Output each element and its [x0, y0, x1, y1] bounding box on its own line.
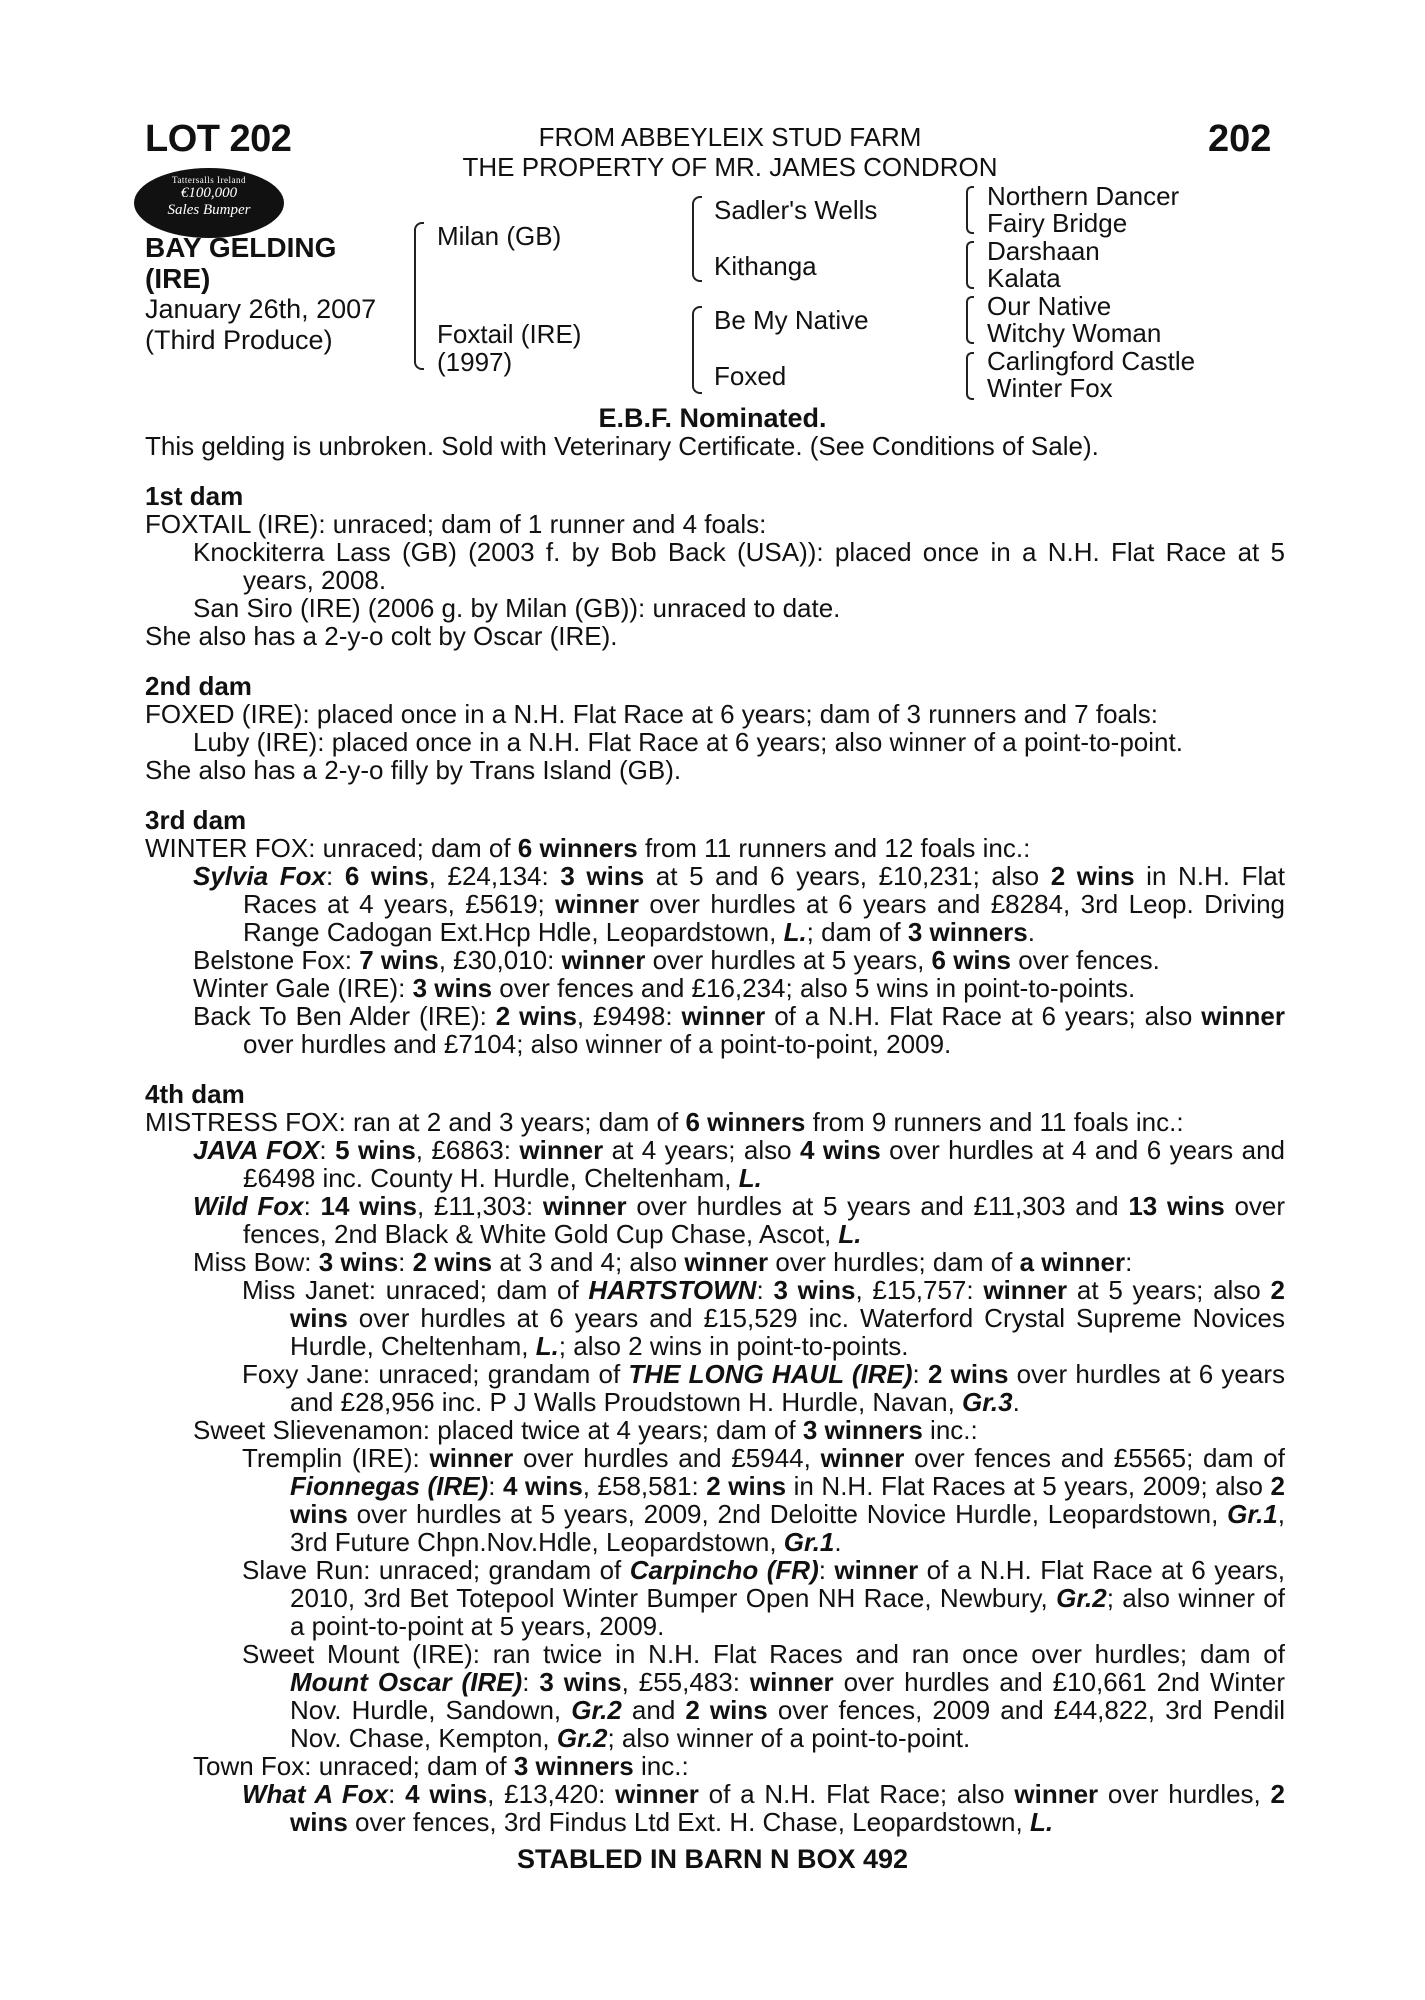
badge-line2: €100,000 — [180, 185, 238, 201]
vendor-from: FROM ABBEYLEIX STUD FARM — [538, 122, 922, 152]
horse-description — [145, 232, 376, 356]
fourth-dam-town-fox: Town Fox: unraced; dam of 3 winners inc.: — [193, 1751, 689, 1781]
third-dam-back-to-ben-alder: Back To Ben Alder (IRE): 2 wins, £9498: winner of a N.H. Flat Race at 6 years; also winner over hurdles and £7104; also winner of a point-to-point, 2009. — [193, 1001, 1286, 1059]
ped-sire: Milan (GB) — [437, 221, 562, 251]
lot-number: 202 — [1208, 118, 1272, 160]
dam-brace — [692, 306, 702, 394]
badge-line3: Sales Bumper — [167, 202, 251, 218]
ped-dam: Foxtail (IRE) — [437, 319, 582, 349]
first-dam-note: She also has a 2-y-o colt by Oscar (IRE). — [145, 621, 618, 651]
lot-title: LOT 202 — [145, 118, 292, 160]
ped-dsd: Witchy Woman — [987, 318, 1162, 348]
ped-dd: Foxed — [714, 361, 787, 391]
fourth-dam-wild-fox: Wild Fox: 14 wins, £11,303: winner over hurdles at 5 years and £11,303 and 13 wins over fences, 2nd Black & White Gold Cup Chase, Ascot, L. — [193, 1191, 1286, 1249]
vendor-header — [380, 122, 1080, 182]
catalogue-body — [145, 432, 1285, 1836]
third-dam-belstone-fox: Belstone Fox: 7 wins, £30,010: winner over hurdles at 5 years, 6 wins over fences. — [193, 945, 1160, 975]
horse-origin: (IRE) — [145, 263, 211, 294]
stabled-location: STABLED IN BARN N BOX 492 — [516, 1844, 909, 1874]
fourth-dam-heading: 4th dam — [145, 1079, 245, 1109]
sale-note: This gelding is unbroken. Sold with Veterinary Certificate. (See Conditions of Sale). — [145, 431, 1099, 461]
fourth-dam-sweet-mount: Sweet Mount (IRE): ran twice in N.H. Flat Races and ran once over hurdles; dam of Mount Oscar (IRE): 3 wins, £55,483: winner over hurdles and £10,661 2nd Winter Nov. Hurdle, Sandown, Gr.2 and 2 wins over fences, 2009 and £44,822, 3rd Pendil Nov. Chase, Kempton, Gr.2; also winner of a point-to-point. — [242, 1639, 1286, 1753]
third-dam-intro: WINTER FOX: unraced; dam of 6 winners from 11 runners and 12 foals inc.: — [145, 833, 1031, 863]
second-dam-heading: 2nd dam — [145, 671, 252, 701]
fourth-dam-java-fox: JAVA FOX: 5 wins, £6863: winner at 4 years; also 4 wins over hurdles at 4 and 6 years and £6498 inc. County H. Hurdle, Cheltenham, L. — [193, 1135, 1285, 1193]
third-dam-sylvia-fox: Sylvia Fox: 6 wins, £24,134: 3 wins at 5 and 6 years, £10,231; also 2 wins in N.H. Flat Races at 4 years, £5619; winner over hurdles at 6 years and £8284, 3rd Leop. Driving Range Cadogan Ext.Hcp Hdle, Leopardstown, L.; dam of 3 winners. — [193, 861, 1285, 947]
horse-sex: BAY GELDING — [145, 232, 337, 263]
fourth-dam-what-a-fox: What A Fox: 4 wins, £13,420: winner of a N.H. Flat Race; also winner over hurdles, 2 wins over fences, 3rd Findus Ltd Ext. H. Chase, Leopardstown, L. — [242, 1779, 1286, 1837]
sire-brace — [692, 196, 702, 282]
ped-ddd: Winter Fox — [987, 373, 1113, 403]
fourth-dam-intro: MISTRESS FOX: ran at 2 and 3 years; dam of 6 winners from 9 runners and 11 foals inc.: — [145, 1107, 1184, 1137]
first-dam-produce-2: San Siro (IRE) (2006 g. by Milan (GB)): unraced to date. — [193, 593, 841, 623]
fourth-dam-sweet-slievenamon: Sweet Slievenamon: placed twice at 4 years; dam of 3 winners inc.: — [193, 1415, 978, 1445]
fourth-dam-miss-bow: Miss Bow: 3 wins: 2 wins at 3 and 4; also winner over hurdles; dam of a winner: — [193, 1247, 1133, 1277]
third-dam-winter-gale: Winter Gale (IRE): 3 wins over fences and £16,234; also 5 wins in point-to-points. — [193, 973, 1136, 1003]
g1-brace — [966, 186, 974, 234]
ped-sss: Northern Dancer — [987, 181, 1180, 211]
vendor-property: THE PROPERTY OF MR. JAMES CONDRON — [462, 152, 998, 182]
ped-dds: Carlingford Castle — [987, 346, 1196, 376]
fourth-dam-slave-run: Slave Run: unraced; grandam of Carpincho (FR): winner of a N.H. Flat Race at 6 years, 2010, 3rd Bet Totepool Winter Bumper Open NH Race, Newbury, Gr.2; also winner of a point-to-point at 5 years, 2009. — [242, 1555, 1286, 1641]
second-dam-intro: FOXED (IRE): placed once in a N.H. Flat Race at 6 years; dam of 3 runners and 7 foals: — [145, 699, 1159, 729]
badge-line1: Tattersalls Ireland — [171, 175, 247, 185]
g4-brace — [966, 352, 974, 400]
ped-sds: Darshaan — [987, 236, 1100, 266]
first-dam-produce-1: Knockiterra Lass (GB) (2003 f. by Bob Back (USA)): placed once in a N.H. Flat Race at 5 years, 2008. — [193, 537, 1285, 595]
ped-ssd: Fairy Bridge — [987, 208, 1128, 238]
ebf-nominated: E.B.F. Nominated. — [598, 403, 827, 433]
second-dam-produce-1: Luby (IRE): placed once in a N.H. Flat Race at 6 years; also winner of a point-to-point. — [193, 727, 1183, 757]
third-dam-heading: 3rd dam — [145, 805, 247, 835]
ped-sdd: Kalata — [987, 263, 1061, 293]
second-dam-note: She also has a 2-y-o filly by Trans Island (GB). — [145, 755, 682, 785]
horse-produce: (Third Produce) — [145, 325, 333, 355]
ped-sd: Kithanga — [714, 251, 817, 281]
sales-bumper-badge — [134, 168, 284, 238]
first-dam-intro: FOXTAIL (IRE): unraced; dam of 1 runner and 4 foals: — [145, 509, 767, 539]
ped-ds: Be My Native — [714, 305, 869, 335]
ped-dam-year: (1997) — [437, 347, 513, 377]
fourth-dam-tremplin: Tremplin (IRE): winner over hurdles and £5944, winner over fences and £5565; dam of Fionnegas (IRE): 4 wins, £58,581: 2 wins in N.H. Flat Races at 5 years, 2009; also 2 wins over hurdles at 5 years, 2009, 2nd Deloitte Novice Hurdle, Leopardstown, Gr.1, 3rd Future Chpn.Nov.Hdle, Leopardstown, Gr.1. — [242, 1443, 1285, 1557]
horse-foaled: January 26th, 2007 — [145, 294, 377, 324]
fourth-dam-miss-janet: Miss Janet: unraced; dam of HARTSTOWN: 3 wins, £15,757: winner at 5 years; also 2 wins over hurdles at 6 years and £15,529 inc. Waterford Crystal Supreme Novices Hurdle, Cheltenham, L.; also 2 wins in point-to-points. — [242, 1275, 1285, 1361]
ped-ss: Sadler's Wells — [714, 195, 878, 225]
sire-dam-brace — [414, 222, 424, 370]
ped-dss: Our Native — [987, 291, 1112, 321]
g3-brace — [966, 296, 974, 344]
first-dam-heading: 1st dam — [145, 481, 244, 511]
g2-brace — [966, 241, 974, 289]
fourth-dam-foxy-jane: Foxy Jane: unraced; grandam of THE LONG HAUL (IRE): 2 wins over hurdles at 6 years and £28,956 inc. P J Walls Proudstown H. Hurdle, Navan, Gr.3. — [242, 1359, 1285, 1417]
